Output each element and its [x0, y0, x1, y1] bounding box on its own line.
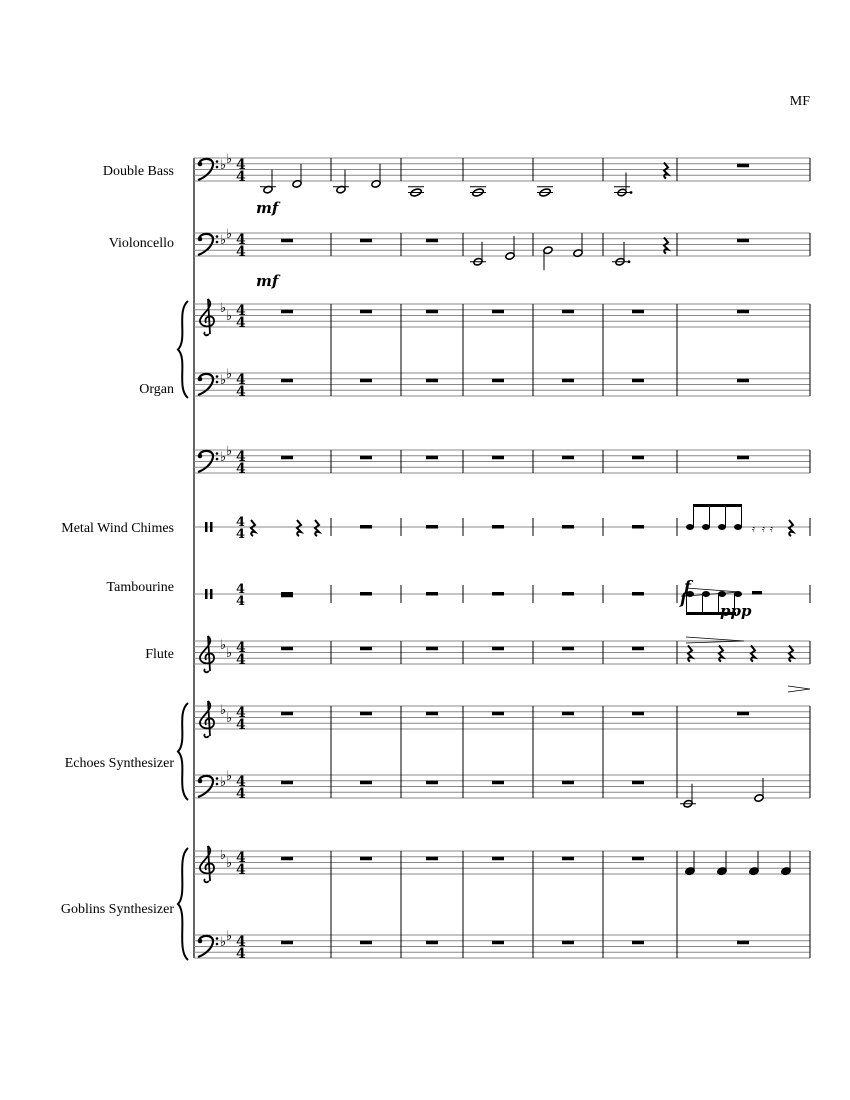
whole-rest	[492, 456, 504, 460]
whole-rest	[281, 781, 293, 785]
bass-clef-icon	[198, 939, 203, 944]
whole-rest	[492, 857, 504, 861]
whole-rest	[281, 712, 293, 716]
flat-icon: ♭	[226, 227, 233, 242]
bass-clef-dot	[216, 235, 219, 238]
time-signature-bottom: 4	[236, 384, 246, 400]
whole-rest	[562, 857, 574, 861]
whole-rest	[632, 857, 644, 861]
staff	[194, 373, 810, 396]
flat-icon: ♭	[220, 703, 227, 718]
dot	[630, 191, 633, 194]
time-signature-top: 4	[236, 705, 246, 721]
quarter-rest	[297, 520, 301, 536]
brace	[178, 848, 188, 960]
time-signature-top: 4	[236, 303, 246, 319]
whole-rest	[360, 239, 372, 243]
whole-rest	[360, 941, 372, 945]
flat-icon: ♭	[220, 301, 227, 316]
decrescendo-hairpin	[788, 686, 810, 692]
percussion-clef-icon	[205, 522, 208, 532]
bass-clef-dot	[216, 458, 219, 461]
quarter-rest	[664, 163, 668, 179]
whole-rest	[737, 379, 749, 383]
flat-icon: ♭	[226, 152, 233, 167]
whole-rest	[360, 712, 372, 716]
staff	[194, 935, 810, 958]
eighth-note	[718, 524, 726, 530]
flat-icon: ♭	[220, 935, 227, 950]
bass-clef-dot	[216, 783, 219, 786]
whole-rest	[737, 941, 749, 945]
whole-rest	[632, 310, 644, 314]
rest: 𝄿	[770, 524, 774, 535]
tambourine-note	[718, 591, 726, 597]
whole-rest	[426, 456, 438, 460]
staff	[194, 158, 810, 181]
staff	[194, 636, 810, 672]
whole-rest	[426, 525, 438, 529]
bass-clef-dot	[216, 160, 219, 163]
whole-rest	[426, 310, 438, 314]
instrument-label-violoncello: Violoncello	[108, 236, 174, 251]
whole-rest	[737, 712, 749, 716]
flat-icon: ♭	[226, 769, 233, 784]
time-signature-top: 4	[236, 449, 246, 465]
flat-icon: ♭	[226, 646, 233, 661]
staff	[194, 450, 810, 473]
whole-rest	[562, 941, 574, 945]
instrument-label-goblins-synthesizer: Goblins Synthesizer	[60, 902, 174, 917]
decrescendo-hairpin	[686, 588, 740, 596]
whole-rest	[632, 712, 644, 716]
time-signature-bottom: 4	[236, 527, 246, 542]
time-signature-top: 4	[236, 934, 246, 950]
time-signature-top: 4	[236, 640, 246, 656]
whole-rest	[562, 456, 574, 460]
whole-rest	[281, 857, 293, 861]
time-signature-bottom: 4	[236, 461, 246, 477]
quarter-rest	[315, 520, 319, 536]
instrument-label-flute: Flute	[145, 647, 174, 662]
percussion-clef-icon	[205, 589, 208, 599]
percussion-clef-icon	[210, 522, 213, 532]
whole-rest	[281, 941, 293, 945]
eighth-note	[702, 524, 710, 530]
time-signature-bottom: 4	[236, 244, 246, 260]
dynamic-f: f	[680, 589, 687, 608]
whole-rest	[281, 592, 293, 596]
whole-rest	[360, 525, 372, 529]
staff	[194, 233, 810, 256]
time-signature-bottom: 4	[236, 652, 246, 668]
whole-rest	[492, 592, 504, 596]
bass-clef-icon	[198, 779, 203, 784]
quarter-rest	[789, 520, 793, 536]
bass-clef-dot	[216, 375, 219, 378]
whole-rest	[360, 456, 372, 460]
flat-icon: ♭	[220, 638, 227, 653]
whole-rest	[632, 941, 644, 945]
whole-rest	[737, 456, 749, 460]
staff	[194, 299, 810, 335]
flat-icon: ♭	[226, 929, 233, 944]
dynamic-f: f	[684, 577, 691, 596]
flat-icon: ♭	[220, 158, 227, 173]
whole-rest	[562, 647, 574, 651]
bass-clef-icon	[198, 454, 203, 459]
whole-rest	[562, 525, 574, 529]
whole-rest	[281, 456, 293, 460]
whole-rest	[426, 379, 438, 383]
whole-rest	[426, 647, 438, 651]
dynamic-mf: mf	[256, 272, 279, 290]
whole-rest	[360, 310, 372, 314]
staff	[194, 846, 810, 882]
quarter-rest	[751, 646, 755, 662]
quarter-rest	[688, 646, 692, 662]
flat-icon: ♭	[220, 450, 227, 465]
whole-rest	[426, 857, 438, 861]
time-signature-bottom: 4	[236, 786, 246, 802]
whole-rest	[632, 647, 644, 651]
bass-clef-icon	[198, 237, 203, 242]
bass-clef-dot	[216, 777, 219, 780]
flat-icon: ♭	[226, 856, 233, 871]
whole-rest	[492, 712, 504, 716]
flat-icon: ♭	[220, 848, 227, 863]
time-signature-top: 4	[236, 232, 246, 248]
bass-clef-icon	[198, 162, 203, 167]
whole-rest	[360, 857, 372, 861]
time-signature-bottom: 4	[236, 717, 246, 733]
percussion-clef-icon	[210, 589, 213, 599]
whole-rest	[360, 647, 372, 651]
dynamic-mf: mf	[256, 199, 279, 217]
instrument-label-organ: Organ	[139, 382, 174, 397]
whole-rest	[632, 781, 644, 785]
whole-rest	[281, 310, 293, 314]
time-signature-bottom: 4	[236, 946, 246, 962]
whole-rest	[737, 164, 749, 168]
bass-clef-dot	[216, 937, 219, 940]
rest: 𝄿	[762, 524, 766, 535]
time-signature-bottom: 4	[236, 315, 246, 331]
flat-icon: ♭	[220, 233, 227, 248]
whole-rest	[360, 379, 372, 383]
instrument-label-double-bass: Double Bass	[102, 164, 174, 179]
whole-rest	[562, 310, 574, 314]
time-signature-bottom: 4	[236, 169, 246, 185]
flat-icon: ♭	[226, 367, 233, 382]
time-signature-top: 4	[236, 582, 246, 597]
time-signature-bottom: 4	[236, 862, 246, 878]
flat-icon: ♭	[220, 775, 227, 790]
quarter-rest	[719, 646, 723, 662]
bass-clef-dot	[216, 943, 219, 946]
decrescendo-hairpin	[686, 637, 744, 643]
whole-rest	[737, 239, 749, 243]
flat-icon: ♭	[226, 444, 233, 459]
whole-rest	[426, 781, 438, 785]
bass-clef-icon	[198, 377, 203, 382]
whole-rest	[426, 712, 438, 716]
brace	[178, 703, 188, 800]
time-signature-bottom: 4	[236, 594, 246, 609]
flat-icon: ♭	[226, 309, 233, 324]
quarter-rest	[789, 646, 793, 662]
flat-icon: ♭	[220, 373, 227, 388]
whole-rest	[562, 781, 574, 785]
whole-rest	[281, 379, 293, 383]
half-rest	[752, 591, 762, 595]
staff	[194, 775, 810, 798]
whole-rest	[492, 379, 504, 383]
whole-rest	[426, 941, 438, 945]
brace	[178, 301, 188, 398]
bass-clef-dot	[216, 241, 219, 244]
whole-rest	[632, 592, 644, 596]
rest: 𝄿	[752, 524, 756, 535]
whole-rest	[737, 310, 749, 314]
whole-rest	[426, 239, 438, 243]
whole-rest	[562, 592, 574, 596]
flat-icon: ♭	[226, 711, 233, 726]
time-signature-top: 4	[236, 774, 246, 790]
whole-rest	[492, 525, 504, 529]
quarter-rest	[251, 520, 255, 536]
whole-rest	[492, 310, 504, 314]
note-beam	[693, 504, 742, 507]
quarter-rest	[664, 238, 668, 254]
whole-rest	[360, 781, 372, 785]
instrument-label-metal-wind-chimes: Metal Wind Chimes	[61, 521, 174, 536]
time-signature-top: 4	[236, 515, 246, 530]
whole-rest	[281, 239, 293, 243]
whole-rest	[562, 712, 574, 716]
instrument-label-tambourine: Tambourine	[106, 580, 174, 595]
bass-clef-dot	[216, 381, 219, 384]
whole-rest	[492, 781, 504, 785]
time-signature-top: 4	[236, 372, 246, 388]
whole-rest	[281, 647, 293, 651]
time-signature-top: 4	[236, 157, 246, 173]
time-signature-top: 4	[236, 850, 246, 866]
whole-rest	[562, 379, 574, 383]
whole-rest	[632, 525, 644, 529]
bass-clef-dot	[216, 452, 219, 455]
bass-clef-dot	[216, 166, 219, 169]
eighth-note	[686, 524, 694, 530]
whole-rest	[360, 592, 372, 596]
whole-rest	[632, 379, 644, 383]
eighth-note	[734, 524, 742, 530]
whole-rest	[492, 941, 504, 945]
whole-rest	[426, 592, 438, 596]
instrument-label-echoes-synthesizer: Echoes Synthesizer	[64, 756, 174, 771]
staff	[194, 701, 810, 737]
dot	[628, 260, 631, 263]
dynamic-ppp: ppp	[720, 602, 752, 620]
whole-rest	[632, 456, 644, 460]
whole-rest	[492, 647, 504, 651]
score-title: MF	[789, 94, 810, 109]
